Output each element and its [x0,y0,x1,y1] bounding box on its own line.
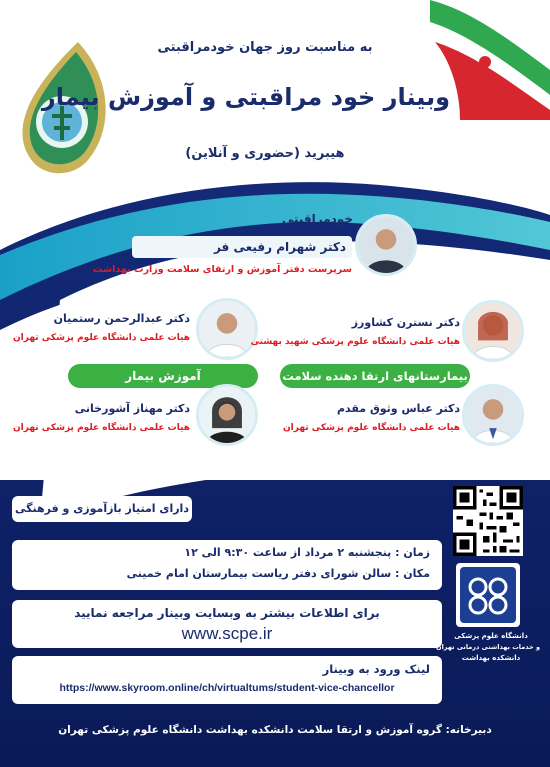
page-title: وبینار خود مراقبتی و آموزش بیمار [41,83,450,111]
website-link[interactable]: www.scpe.ir [181,624,273,643]
event-place: مکان : سالن شورای دفتر ریاست بیمارستان امام خمینی [126,567,430,580]
keynote-name: دکتر شهرام رفیعی فر [132,236,352,258]
speaker-name: دکتر عباس وثوق مقدم [336,402,460,415]
keynote-avatar [355,214,417,276]
logo-line3: دانشکده بهداشت [461,654,521,662]
speaker-affiliation: هیات علمی دانشگاه علوم پزشکی تهران [12,333,190,343]
credit-box: دارای امتیاز بازآموزی و فرهنگی [12,496,192,522]
section-patient-education: آموزش بیمار [68,364,258,388]
speaker-affiliation: هیات علمی دانشگاه علوم پزشکی تهران [282,423,460,433]
speaker-name: دکتر مهناز آشورخانی [74,402,190,415]
login-box [12,656,442,704]
logo-line2: و خدمات بهداشتی درمانی تهران [436,643,540,651]
speaker-name: دکتر نسترن کشاورز [351,316,460,329]
keynote-topic: خودمراقبتی [281,212,353,226]
event-time: زمان : پنجشنبه ۲ مرداد از ساعت ۹:۳۰ الی ۱۲ [184,546,430,559]
speaker-affiliation: هیات علمی دانشگاه علوم پزشکی شهید بهشتی [250,337,460,347]
info-box [12,600,442,648]
subtitle: هیبرید (حضوری و آنلاین) [185,146,345,161]
speaker-avatar [462,384,524,446]
occasion-text: به مناسبت روز جهان خودمراقبتی [157,40,373,55]
speaker-avatar [196,298,258,360]
login-url[interactable]: https://www.skyroom.online/ch/virtualtums/student-vice-chancellor [59,682,395,694]
speaker-name: دکتر عبدالرحمن رستمیان [53,312,190,325]
event-info-box [12,540,442,590]
section-health-promoting-hospitals: بیمارستانهای ارتقا دهنده سلامت [280,364,470,388]
footer-text: دبیرخانه: گروه آموزش و ارتقا سلامت دانشکده بهداشت دانشگاه علوم پزشکی تهران [58,724,492,736]
speaker-affiliation: هیات علمی دانشگاه علوم پزشکی تهران [12,423,190,433]
tums-logo-icon [456,563,520,627]
keynote-role: سرپرست دفتر آموزش و ارتقای سلامت وزارت بهداشت [92,264,352,275]
login-label: لینک ورود به وبینار [322,662,430,676]
speaker-avatar [462,300,524,362]
logo-line1: دانشگاه علوم پزشکی [454,632,528,640]
speaker-avatar [196,384,258,446]
info-text: برای اطلاعات بیشتر به وبسایت وبینار مراجعه نمایید [74,606,380,620]
qr-code-icon[interactable] [453,486,523,556]
